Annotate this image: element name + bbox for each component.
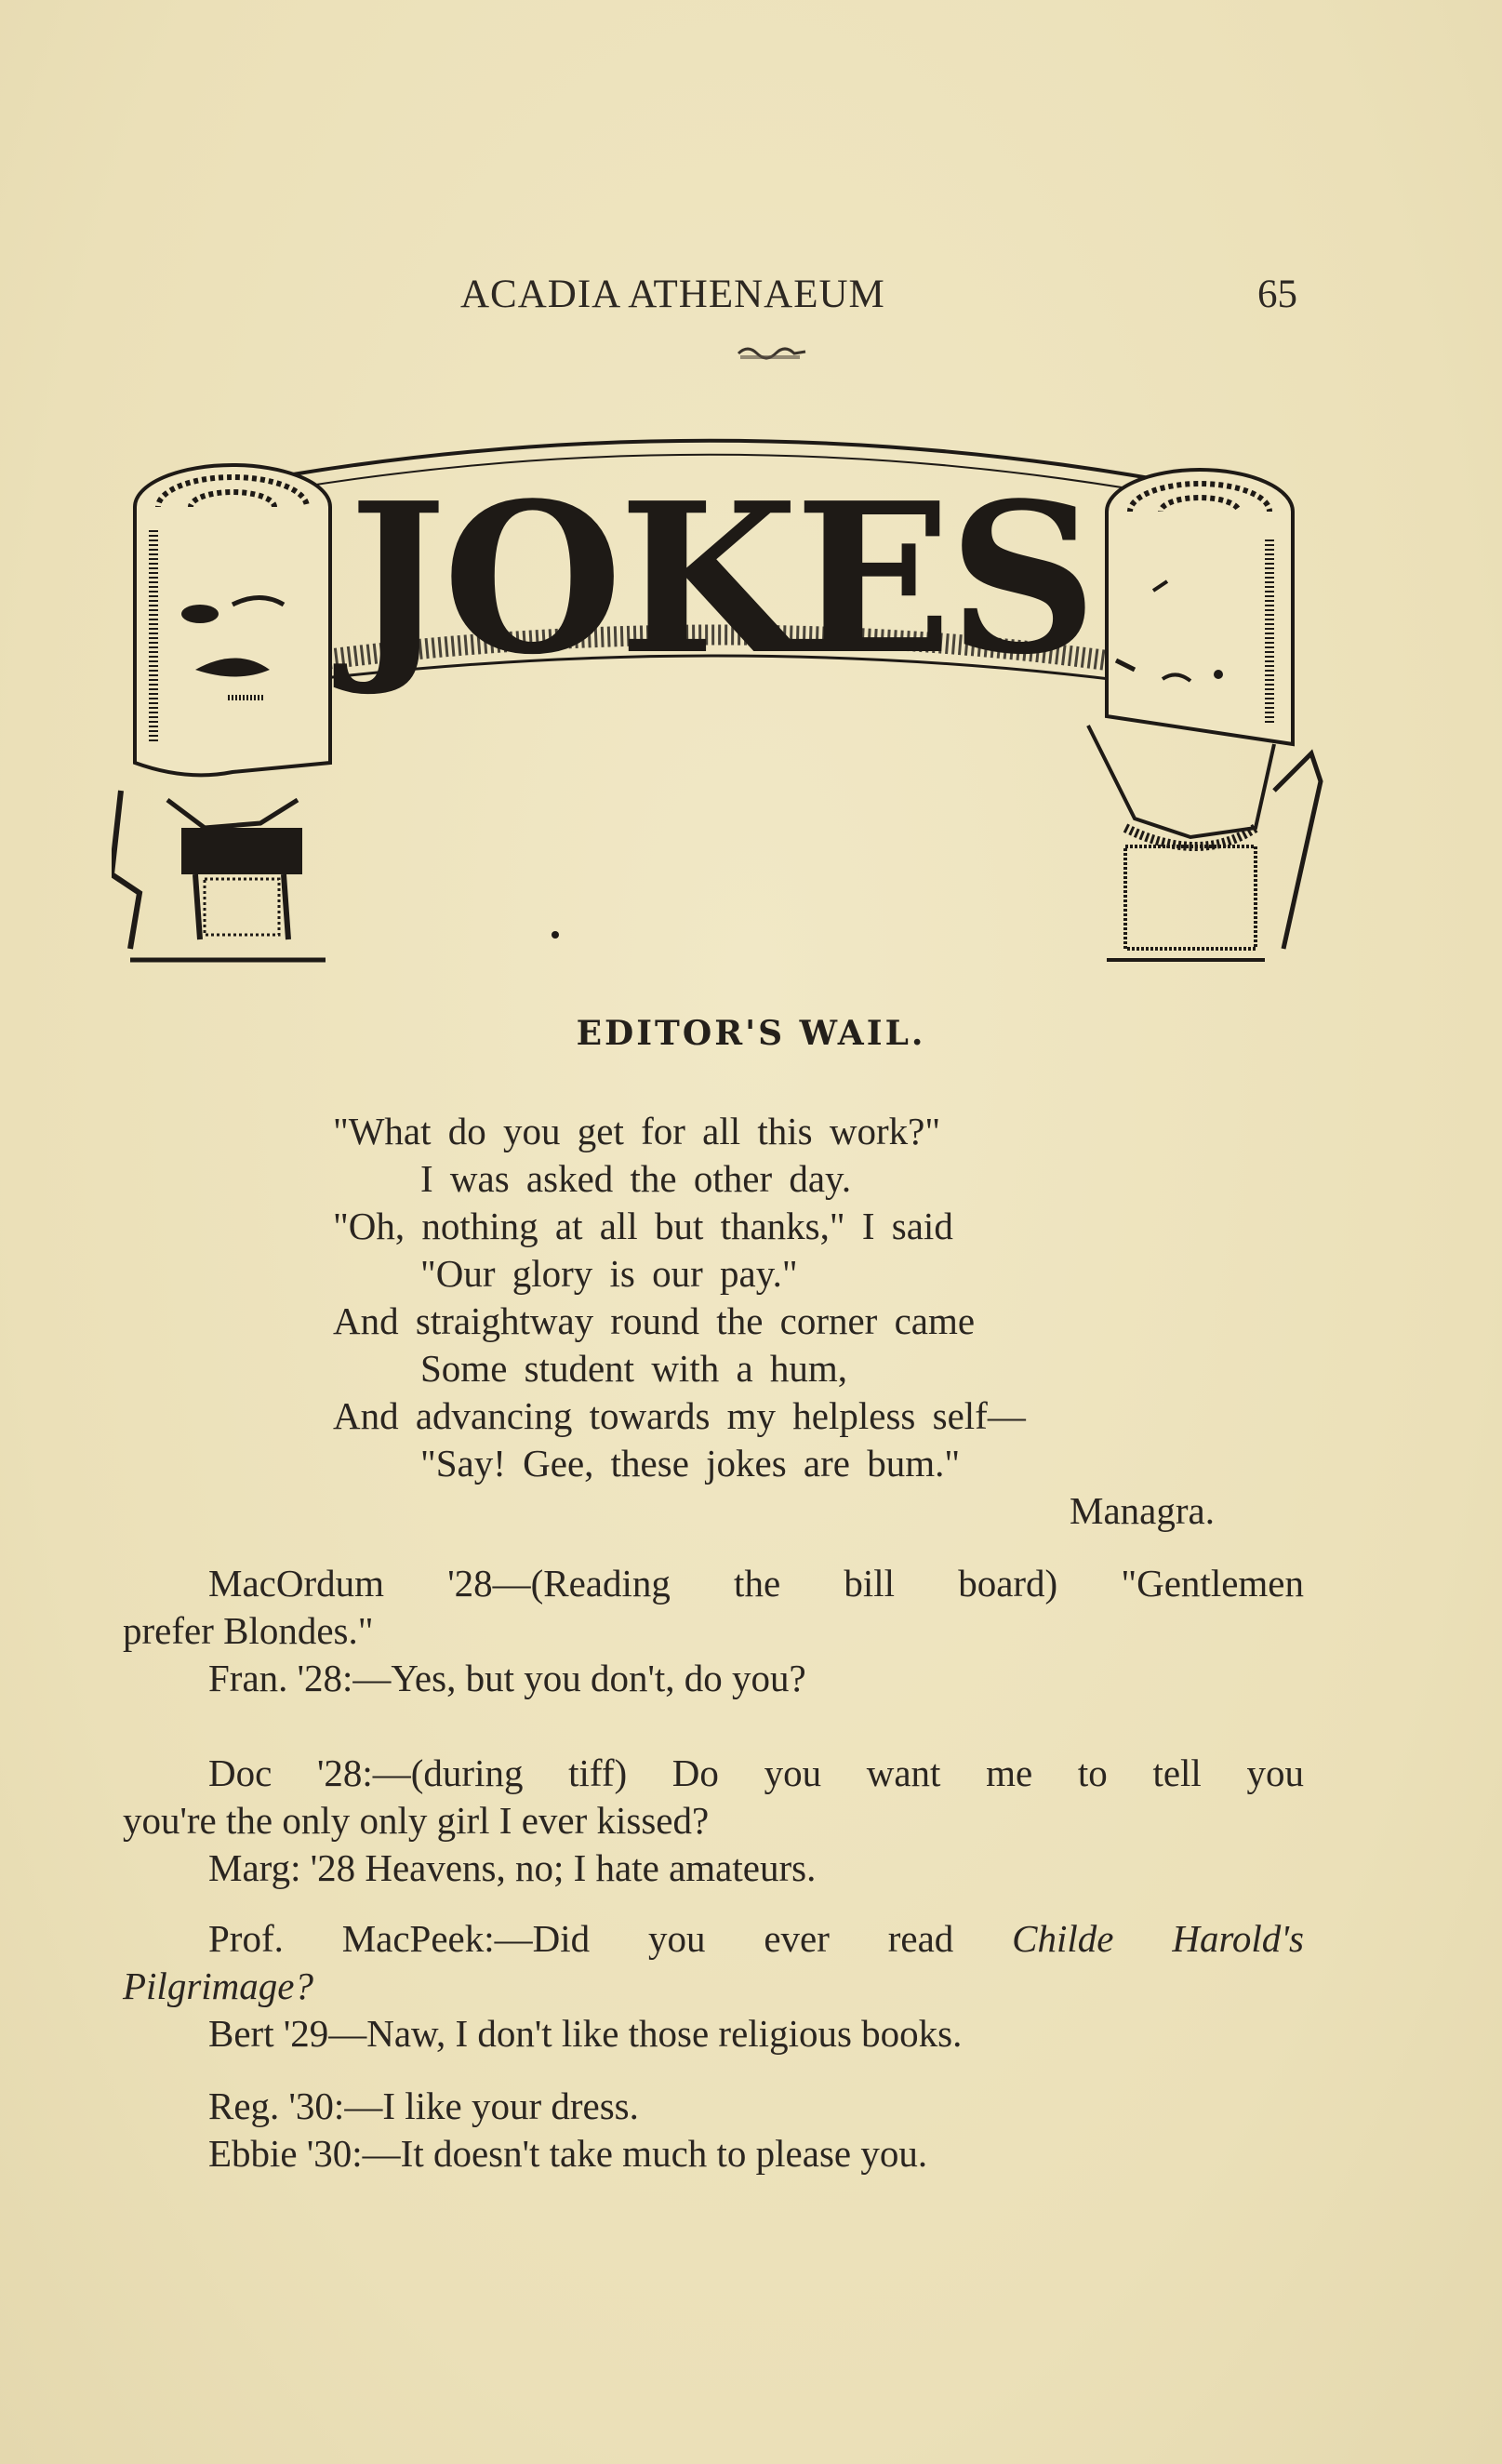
poem-title: EDITOR'S WAIL.	[576, 1014, 926, 1053]
running-title: ACADIA ATHENAEUM	[460, 273, 885, 316]
poem-line: "Our glory is our pay."	[420, 1252, 798, 1295]
right-roll-icon	[1107, 470, 1293, 744]
ornament-icon	[735, 342, 809, 363]
page-number: 65	[1257, 273, 1297, 316]
joke-3-line-3: Bert '29—Naw, I don't like those religious books.	[208, 2012, 963, 2055]
joke-2-line-1: Doc '28:—(during tiff) Do you want me to tell you	[208, 1751, 1304, 1794]
running-head	[0, 272, 1502, 327]
joke-1-line-1: MacOrdum '28—(Reading the bill board) "Gentlemen	[208, 1562, 1304, 1605]
joke-3-line-1	[208, 1916, 1304, 1961]
poem-line: "Oh, nothing at all but thanks," I said	[333, 1205, 953, 1247]
poem-line: "Say! Gee, these jokes are bum."	[420, 1442, 961, 1485]
poem-line: "What do you get for all this work?"	[333, 1110, 941, 1152]
joke-3-line-1a: Prof. MacPeek:—Did you ever read	[208, 1917, 954, 1960]
joke-2-line-2: you're the only only girl I ever kissed?	[123, 1799, 710, 1842]
poem-line: I was asked the other day.	[420, 1157, 852, 1200]
jokes-banner-illustration	[112, 391, 1330, 967]
joke-4-line-2: Ebbie '30:—It doesn't take much to please you.	[208, 2132, 928, 2175]
joke-4-line-1: Reg. '30:—I like your dress.	[208, 2084, 639, 2127]
left-roll-icon	[135, 465, 330, 775]
banner-word: JOKES	[349, 459, 1094, 700]
poem-line: And straightway round the corner came	[333, 1299, 976, 1342]
joke-3-title: Childe Harold's	[1012, 1917, 1304, 1960]
left-character-legs-icon	[112, 791, 326, 960]
joke-1-line-3: Fran. '28:—Yes, but you don't, do you?	[208, 1657, 806, 1699]
poem-line: Some student with a hum,	[420, 1347, 848, 1390]
joke-1-line-2: prefer Blondes."	[123, 1609, 374, 1652]
poem-author: Managra.	[1070, 1489, 1215, 1532]
joke-3-line-2: Pilgrimage?	[123, 1965, 313, 2007]
joke-2-line-3: Marg: '28 Heavens, no; I hate amateurs.	[208, 1846, 817, 1889]
poem-line: And advancing towards my helpless self—	[333, 1394, 1026, 1437]
right-character-legs-icon	[1088, 726, 1321, 960]
